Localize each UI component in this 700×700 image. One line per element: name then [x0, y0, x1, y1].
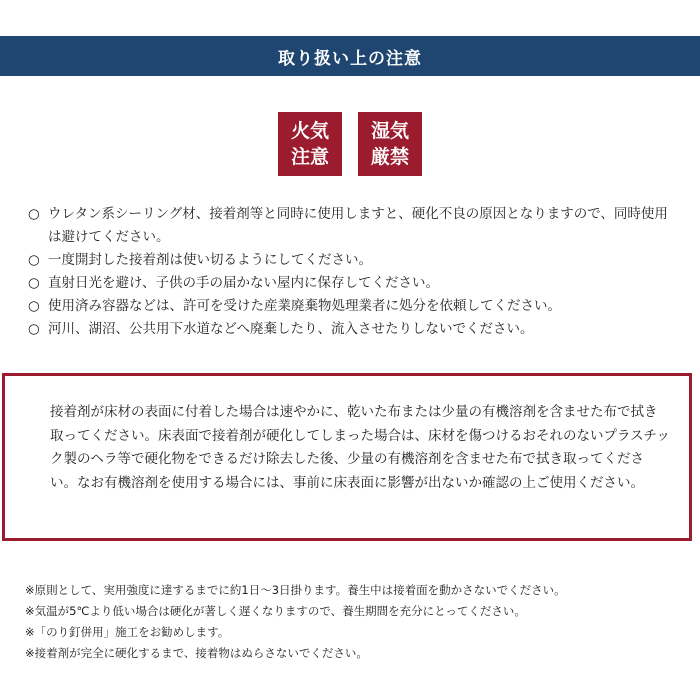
footnote: ※気温が5℃より低い場合は硬化が著しく遅くなりますので、養生期間を充分にとってください。: [25, 604, 526, 618]
warning-badges: [278, 112, 422, 176]
footnote: ※接着剤が完全に硬化するまで、接着物はぬらさないでください。: [25, 646, 368, 660]
caution-list: [28, 203, 678, 341]
list-item-text: ウレタン系シーリング材、接着剤等と同時に使用しますと、硬化不良の原因となりますので、同時使用は避けてください。: [48, 206, 668, 245]
badge-line: 厳禁: [370, 146, 409, 168]
adhesive-cleanup-box: [2, 373, 692, 541]
page-title: 取り扱い上の注意: [278, 48, 422, 69]
list-item-text: 河川、湖沼、公共用下水道などへ廃棄したり、流入させたりしないでください。: [48, 321, 534, 337]
circle-bullet-icon: ○: [28, 321, 40, 337]
circle-bullet-icon: ○: [28, 275, 40, 291]
list-item: [28, 203, 678, 249]
footnote: ※「のり釘併用」施工をお勧めします。: [25, 625, 230, 639]
badge-line: 湿気: [370, 120, 409, 142]
list-item-text: 使用済み容器などは、許可を受けた産業廃棄物処理業者に処分を依頼してください。: [48, 298, 561, 314]
circle-bullet-icon: ○: [28, 298, 40, 314]
list-item-text: 一度開封した接着剤は使い切るようにしてください。: [48, 252, 372, 268]
header-bar: [0, 36, 700, 76]
badge-line: 火気: [290, 120, 329, 142]
list-item: [28, 295, 678, 318]
fire-caution-badge: [278, 112, 342, 176]
list-item: [28, 249, 678, 272]
cleanup-instructions: 接着剤が床材の表面に付着した場合は速やかに、乾いた布または少量の有機溶剤を含ませた布で拭き取ってください。床表面で接着剤が硬化してしまった場合は、床材を傷つけるおそれのないプラスチック製のヘラ等で硬化物をできるだけ除去した後、少量の有機溶剤を含ませた布で拭き取ってください。なお有機溶剤を使用する場合には、事前に床表面に影響が出ないか確認の上ご使用ください。: [50, 404, 670, 491]
no-moisture-badge: [358, 112, 422, 176]
list-item: [28, 318, 678, 341]
footnotes: [25, 580, 690, 664]
circle-bullet-icon: ○: [28, 252, 40, 268]
footnote: ※原則として、実用強度に達するまでに約1日〜3日掛ります。養生中は接着面を動かさないでください。: [25, 583, 566, 597]
circle-bullet-icon: ○: [28, 206, 40, 222]
list-item-text: 直射日光を避け、子供の手の届かない屋内に保存してください。: [48, 275, 439, 291]
list-item: [28, 272, 678, 295]
badge-line: 注意: [290, 146, 329, 168]
